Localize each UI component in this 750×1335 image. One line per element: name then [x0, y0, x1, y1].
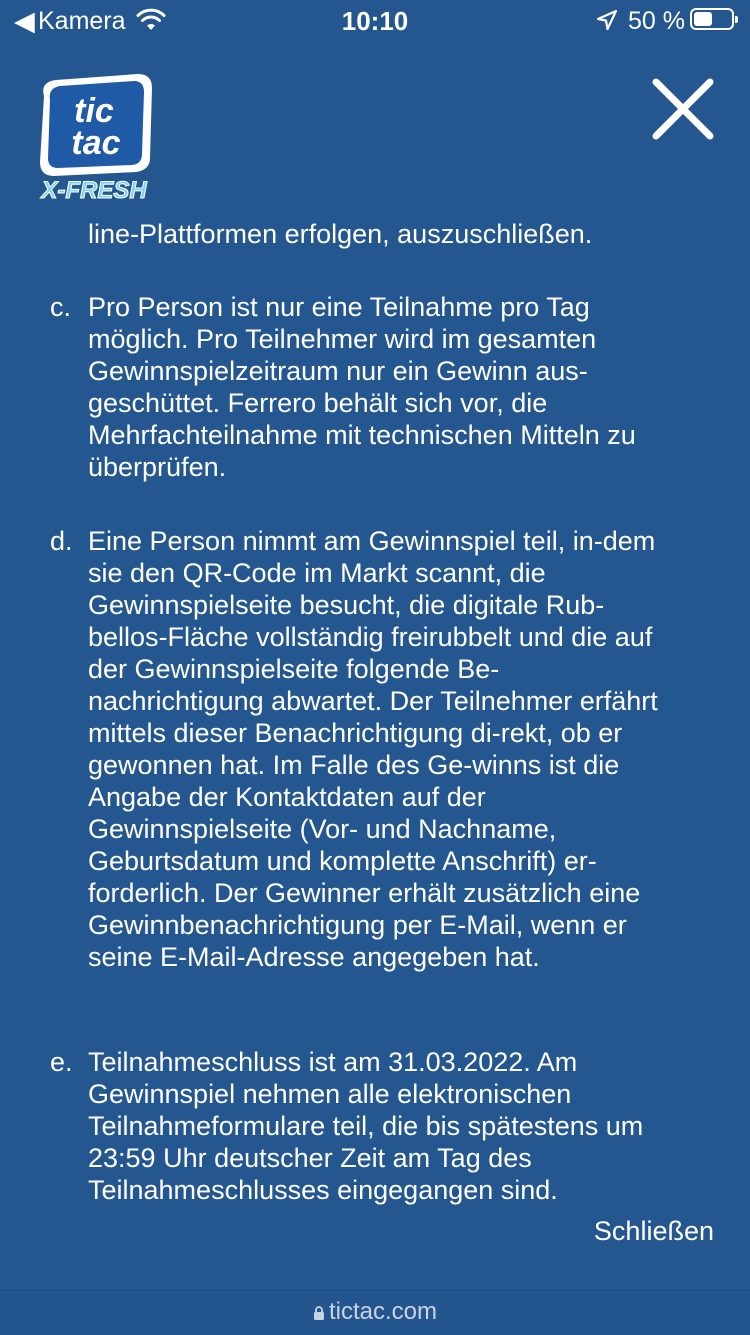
- battery-icon: [690, 8, 734, 30]
- close-icon[interactable]: [650, 76, 716, 142]
- back-arrow-icon[interactable]: ◀: [14, 6, 35, 36]
- battery-percent: 50 %: [628, 7, 685, 35]
- logo-text-xfresh: X-FRESH: [41, 177, 147, 204]
- item-text: Pro Person ist nur eine Teilnahme pro Tag möglich. Pro Teilnehmer wird im gesamten Gewinnspielzeitraum nur ein Gewinn aus-geschüttet. Ferrero behält sich vor, die Mehrfachteilnahme mit technischen Mitteln zu überprüfen.: [88, 292, 636, 482]
- url-display[interactable]: [0, 1297, 750, 1327]
- back-to-app-label[interactable]: Kamera: [38, 7, 126, 35]
- lock-icon: [313, 1306, 325, 1320]
- logo-text-tic: tic: [74, 92, 114, 130]
- partial-text-line: line-Plattformen erfolgen, auszuschließen.: [88, 219, 593, 249]
- close-button[interactable]: Schließen: [593, 1216, 714, 1246]
- url-text: tictac.com: [328, 1298, 438, 1325]
- terms-scroll-area[interactable]: [0, 216, 750, 1205]
- logo-text-tac: tac: [71, 124, 121, 162]
- item-letter: c.: [50, 292, 72, 322]
- item-text: Teilnahmeschluss ist am 31.03.2022. Am Gewinnspiel nehmen alle elektronischen Teilnahmeformulare teil, die bis spätestens um 23:59 Uhr deutscher Zeit am Tag des Teilnahmeschlusses eingegangen sind.: [88, 1047, 644, 1205]
- clock: 10:10: [341, 6, 409, 36]
- item-letter: e.: [50, 1047, 73, 1077]
- browser-address-bar[interactable]: [0, 1290, 750, 1335]
- item-letter: d.: [50, 526, 73, 556]
- status-bar: [0, 0, 750, 42]
- item-text: Eine Person nimmt am Gewinnspiel teil, in-dem sie den QR-Code im Markt scannt, die Gewinnspielseite besucht, die digitale Rub-bellos-Fläche vollständig freirubbelt und die auf der Gewinnspielseite folgende Be-nachrichtigung abwartet. Der Teilnehmer erfährt mittels dieser Benachrichtigung di-rekt, ob er gewonnen hat. Im Falle des Ge-winns ist die Angabe der Kontaktdaten auf der Gewinnspielseite (Vor- und Nachname, Geburtsdatum und komplette Anschrift) er-forderlich. Der Gewinner erhält zusätzlich eine Gewinnbenachrichtigung per E-Mail, wenn er seine E-Mail-Adresse angegeben hat.: [88, 526, 658, 972]
- tictac-xfresh-logo: [34, 72, 158, 204]
- location-arrow-icon: [596, 9, 618, 31]
